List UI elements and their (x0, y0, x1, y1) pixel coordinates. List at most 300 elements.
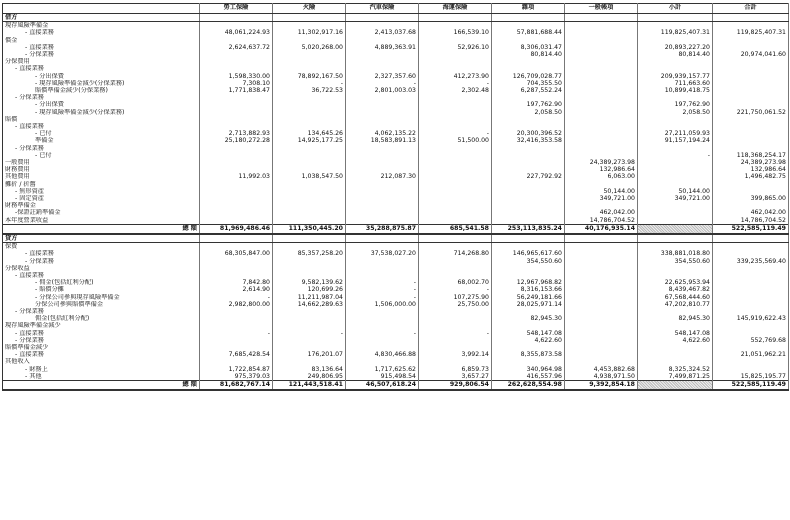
value-cell (273, 217, 346, 225)
value-cell (273, 58, 346, 65)
table-row (3, 94, 789, 101)
value-cell (346, 195, 419, 202)
value-cell (638, 272, 713, 279)
value-cell: 714,268.80 (419, 250, 492, 257)
value-cell (565, 130, 638, 137)
value-cell: 7,499,871.25 (638, 373, 713, 381)
value-cell (638, 322, 713, 329)
value-cell (492, 22, 565, 30)
table-row (3, 358, 789, 365)
value-cell (419, 265, 492, 272)
value-cell (273, 22, 346, 30)
value-cell (200, 322, 273, 329)
value-cell: - (346, 286, 419, 293)
table-row (3, 137, 789, 144)
value-cell (346, 152, 419, 159)
value-cell: 2,327,357.60 (346, 73, 419, 80)
value-cell: 80,814.40 (638, 51, 713, 58)
value-cell (273, 94, 346, 101)
value-cell: 412,273.90 (419, 73, 492, 80)
value-cell (273, 181, 346, 188)
row-label: - 分出保費 (3, 73, 200, 80)
value-cell (492, 265, 565, 272)
value-cell (565, 258, 638, 265)
row-label: 財務費用 (3, 166, 200, 173)
value-cell (565, 137, 638, 144)
value-cell (346, 308, 419, 315)
table-row (3, 373, 789, 381)
value-cell: 28,025,971.14 (492, 301, 565, 308)
table-row (3, 258, 789, 265)
row-label: - 直接業務 (3, 44, 200, 51)
table-row (3, 22, 789, 30)
value-cell (273, 65, 346, 72)
header-cell-general: 一般帳項 (565, 4, 638, 14)
row-label: 佣金(包括紅利分配) (3, 315, 200, 322)
value-cell (419, 181, 492, 188)
value-cell: 416,557.96 (492, 373, 565, 381)
value-cell: 4,062,135.22 (346, 130, 419, 137)
value-cell (492, 358, 565, 365)
table-row (3, 29, 789, 36)
value-cell (273, 202, 346, 209)
section-title: 貸方 (3, 234, 200, 243)
value-cell (565, 29, 638, 36)
value-cell: - (346, 294, 419, 301)
table-row (3, 209, 789, 216)
section-title-row (3, 234, 789, 243)
header-cell-label (3, 4, 200, 14)
value-cell (565, 308, 638, 315)
table-row (3, 286, 789, 293)
value-cell (565, 358, 638, 365)
value-cell (419, 308, 492, 315)
value-cell: - (273, 330, 346, 337)
value-cell (200, 22, 273, 30)
value-cell: 14,662,289.63 (273, 301, 346, 308)
value-cell: 6,063.00 (565, 173, 638, 180)
table-row (3, 272, 789, 279)
value-cell (200, 258, 273, 265)
value-cell (419, 109, 492, 116)
table-row (3, 265, 789, 272)
value-cell (200, 217, 273, 225)
row-label: - 直接業務 (3, 351, 200, 358)
value-cell (638, 209, 713, 216)
value-cell (273, 344, 346, 351)
value-cell: 6,287,552.24 (492, 87, 565, 94)
value-cell (713, 22, 789, 30)
value-cell: 221,750,061.52 (713, 109, 789, 116)
row-label: - 已付 (3, 130, 200, 137)
value-cell: 14,786,704.52 (713, 217, 789, 225)
value-cell (346, 358, 419, 365)
value-cell (492, 181, 565, 188)
header-cell-motor: 汽車保險 (346, 4, 419, 14)
row-label: 現存風險準備金減少 (3, 322, 200, 329)
table-row (3, 366, 789, 373)
value-cell: 2,614.90 (200, 286, 273, 293)
value-cell (565, 44, 638, 51)
row-label: - 分保業務 (3, 51, 200, 58)
value-cell: 119,825,407.31 (713, 29, 789, 36)
value-cell (346, 315, 419, 322)
total-value-cell: 121,443,518.41 (273, 380, 346, 390)
row-label: - 固定資產 (3, 195, 200, 202)
value-cell (713, 65, 789, 72)
empty-cell (638, 234, 713, 243)
empty-cell (713, 234, 789, 243)
value-cell: 166,539.10 (419, 29, 492, 36)
value-cell: - (346, 330, 419, 337)
value-cell: 4,889,363.91 (346, 44, 419, 51)
value-cell: 83,136.64 (273, 366, 346, 373)
value-cell (346, 58, 419, 65)
value-cell (713, 286, 789, 293)
value-cell (565, 351, 638, 358)
value-cell (346, 322, 419, 329)
value-cell: 462,042.00 (713, 209, 789, 216)
value-cell (200, 94, 273, 101)
empty-cell (200, 14, 273, 22)
row-label: 賠償 (3, 116, 200, 123)
value-cell (713, 308, 789, 315)
value-cell (638, 202, 713, 209)
row-label: 現存風險準備金 (3, 22, 200, 30)
value-cell (713, 301, 789, 308)
value-cell (565, 337, 638, 344)
value-cell (713, 145, 789, 152)
empty-cell (346, 234, 419, 243)
value-cell: 2,624,637.72 (200, 44, 273, 51)
value-cell: 4,453,882.68 (565, 366, 638, 373)
value-cell (419, 22, 492, 30)
shaded-cell (638, 380, 713, 390)
table-row (3, 202, 789, 209)
value-cell: 68,002.70 (419, 279, 492, 286)
value-cell (419, 337, 492, 344)
value-cell: 975,379.03 (200, 373, 273, 381)
table-row (3, 130, 789, 137)
value-cell: 22,625,953.94 (638, 279, 713, 286)
value-cell: 249,806.95 (273, 373, 346, 381)
value-cell (713, 322, 789, 329)
value-cell: 18,583,891.13 (346, 137, 419, 144)
value-cell (565, 286, 638, 293)
row-label: 本年度營業收益 (3, 217, 200, 225)
value-cell (713, 101, 789, 108)
value-cell (638, 344, 713, 351)
value-cell (346, 258, 419, 265)
total-value-cell: 35,288,875.87 (346, 224, 419, 234)
value-cell: 462,042.00 (565, 209, 638, 216)
value-cell: 80,814.40 (492, 51, 565, 58)
value-cell: 4,830,466.88 (346, 351, 419, 358)
value-cell: 349,721.00 (565, 195, 638, 202)
value-cell (638, 166, 713, 173)
value-cell (713, 123, 789, 130)
value-cell (200, 152, 273, 159)
total-value-cell: 40,176,935.14 (565, 224, 638, 234)
value-cell (346, 94, 419, 101)
value-cell (346, 202, 419, 209)
value-cell: 11,992.03 (200, 173, 273, 180)
value-cell (419, 116, 492, 123)
total-label: 總 額 (3, 224, 200, 234)
value-cell: 176,201.07 (273, 351, 346, 358)
value-cell (565, 94, 638, 101)
value-cell (419, 94, 492, 101)
row-label: - 直接業務 (3, 123, 200, 130)
value-cell: 349,721.00 (638, 195, 713, 202)
value-cell: 15,825,195.77 (713, 373, 789, 381)
value-cell (200, 101, 273, 108)
value-cell (492, 159, 565, 166)
header-cell-labor-insurance: 勞工保險 (200, 4, 273, 14)
value-cell (419, 322, 492, 329)
value-cell (713, 188, 789, 195)
value-cell (419, 65, 492, 72)
row-label: - 直接業務 (3, 272, 200, 279)
value-cell: 107,275.90 (419, 294, 492, 301)
value-cell (713, 181, 789, 188)
value-cell: 2,058.50 (492, 109, 565, 116)
value-cell (492, 145, 565, 152)
row-label: - 分保業務 (3, 308, 200, 315)
value-cell (713, 80, 789, 87)
table-row (3, 123, 789, 130)
value-cell (565, 37, 638, 44)
value-cell: 548,147.08 (492, 330, 565, 337)
value-cell (713, 37, 789, 44)
row-label: - 分保業務 (3, 94, 200, 101)
value-cell (565, 123, 638, 130)
row-label: - 直接業務 (3, 330, 200, 337)
row-label: - 佣金(包括紅利分配) (3, 279, 200, 286)
value-cell (273, 37, 346, 44)
value-cell (346, 209, 419, 216)
value-cell: 24,389,273.98 (713, 159, 789, 166)
value-cell (565, 344, 638, 351)
value-cell (638, 265, 713, 272)
value-cell (638, 58, 713, 65)
row-label: - 分保業務 (3, 258, 200, 265)
value-cell: 118,368,254.17 (713, 152, 789, 159)
empty-cell (273, 234, 346, 243)
table-row (3, 195, 789, 202)
table-row (3, 337, 789, 344)
value-cell (346, 188, 419, 195)
value-cell: 132,986.64 (565, 166, 638, 173)
value-cell (419, 195, 492, 202)
value-cell (273, 188, 346, 195)
row-label: 其他費用 (3, 173, 200, 180)
value-cell (273, 166, 346, 173)
value-cell (346, 265, 419, 272)
value-cell (419, 217, 492, 225)
value-cell (492, 37, 565, 44)
table-row (3, 80, 789, 87)
value-cell (419, 202, 492, 209)
value-cell (419, 358, 492, 365)
value-cell: 134,645.26 (273, 130, 346, 137)
row-label: 財務準備金 (3, 202, 200, 209)
value-cell (346, 109, 419, 116)
value-cell (419, 315, 492, 322)
value-cell (492, 58, 565, 65)
value-cell: 2,801,003.03 (346, 87, 419, 94)
table-row (3, 188, 789, 195)
value-cell (492, 94, 565, 101)
table-row (3, 315, 789, 322)
row-label: -保證註銷準備金 (3, 209, 200, 216)
value-cell: 11,302,917.16 (273, 29, 346, 36)
value-cell: 339,235,569.40 (713, 258, 789, 265)
value-cell: 24,389,273.98 (565, 159, 638, 166)
value-cell (565, 87, 638, 94)
table-row (3, 44, 789, 51)
table-row (3, 294, 789, 301)
table-body (3, 4, 789, 390)
value-cell (419, 258, 492, 265)
value-cell: 82,945.30 (638, 315, 713, 322)
value-cell: 354,550.60 (492, 258, 565, 265)
value-cell (565, 250, 638, 257)
table-row (3, 217, 789, 225)
value-cell (638, 351, 713, 358)
value-cell (565, 279, 638, 286)
value-cell: 21,051,962.21 (713, 351, 789, 358)
value-cell: 2,413,037.68 (346, 29, 419, 36)
value-cell: 50,144.00 (565, 188, 638, 195)
value-cell (273, 195, 346, 202)
total-row (3, 380, 789, 390)
row-label: 攤折 / 折舊 (3, 181, 200, 188)
value-cell: 91,157,194.24 (638, 137, 713, 144)
row-label: - 分出保費 (3, 101, 200, 108)
table-row (3, 51, 789, 58)
value-cell (492, 202, 565, 209)
value-cell (565, 181, 638, 188)
value-cell: 1,722,854.87 (200, 366, 273, 373)
value-cell: - (419, 130, 492, 137)
row-label: - 現存風險準備金減少(分保業務) (3, 80, 200, 87)
value-cell (713, 116, 789, 123)
value-cell (200, 166, 273, 173)
value-cell: 32,416,353.58 (492, 137, 565, 144)
value-cell (638, 145, 713, 152)
empty-cell (419, 234, 492, 243)
value-cell (492, 217, 565, 225)
value-cell (565, 109, 638, 116)
value-cell (713, 130, 789, 137)
value-cell: 6,859.73 (419, 366, 492, 373)
value-cell (492, 243, 565, 251)
row-label: - 分保業務 (3, 145, 200, 152)
value-cell (419, 188, 492, 195)
value-cell: 7,308.10 (200, 80, 273, 87)
value-cell: 52,926.10 (419, 44, 492, 51)
row-label: - 直接業務 (3, 250, 200, 257)
value-cell (713, 73, 789, 80)
empty-cell (273, 14, 346, 22)
value-cell (273, 159, 346, 166)
value-cell (492, 322, 565, 329)
value-cell: 1,038,547.50 (273, 173, 346, 180)
table-row (3, 37, 789, 44)
value-cell (419, 152, 492, 159)
value-cell: 197,762.90 (638, 101, 713, 108)
value-cell (346, 217, 419, 225)
value-cell: 146,965,617.60 (492, 250, 565, 257)
value-cell: 4,938,971.50 (565, 373, 638, 381)
value-cell (565, 51, 638, 58)
table-row (3, 301, 789, 308)
value-cell (273, 51, 346, 58)
value-cell (200, 188, 273, 195)
value-cell: - (419, 286, 492, 293)
empty-cell (638, 14, 713, 22)
value-cell (200, 116, 273, 123)
value-cell: 552,769.68 (713, 337, 789, 344)
value-cell (419, 123, 492, 130)
value-cell (419, 243, 492, 251)
header-cell-subtotal: 小計 (638, 4, 713, 14)
value-cell (346, 272, 419, 279)
empty-cell (200, 234, 273, 243)
value-cell (492, 209, 565, 216)
value-cell (273, 322, 346, 329)
value-cell (200, 272, 273, 279)
header-cell-marine: 海運保險 (419, 4, 492, 14)
value-cell (200, 195, 273, 202)
value-cell: 8,439,467.82 (638, 286, 713, 293)
value-cell: 48,061,224.93 (200, 29, 273, 36)
row-label: - 現存風險準備金減少(分保業務) (3, 109, 200, 116)
row-label: - 分保公司參與現存風險準備金 (3, 294, 200, 301)
value-cell (492, 272, 565, 279)
row-label: - 直接業務 (3, 29, 200, 36)
value-cell (565, 202, 638, 209)
value-cell: 7,685,428.54 (200, 351, 273, 358)
table-row (3, 250, 789, 257)
value-cell: 2,982,800.00 (200, 301, 273, 308)
total-value-cell: 111,350,445.20 (273, 224, 346, 234)
value-cell (638, 358, 713, 365)
value-cell (713, 44, 789, 51)
value-cell (346, 22, 419, 30)
total-value-cell: 81,969,486.46 (200, 224, 273, 234)
value-cell (273, 258, 346, 265)
table-row (3, 279, 789, 286)
value-cell: 67,568,444.60 (638, 294, 713, 301)
value-cell (565, 301, 638, 308)
value-cell (638, 37, 713, 44)
value-cell: 56,249,181.66 (492, 294, 565, 301)
value-cell (346, 37, 419, 44)
table-row (3, 159, 789, 166)
value-cell (200, 344, 273, 351)
value-cell (346, 145, 419, 152)
value-cell (419, 58, 492, 65)
value-cell (200, 58, 273, 65)
row-label: 分保費用 (3, 58, 200, 65)
value-cell: 11,211,987.04 (273, 294, 346, 301)
value-cell (273, 101, 346, 108)
total-value-cell: 929,806.54 (419, 380, 492, 390)
value-cell (346, 101, 419, 108)
value-cell (565, 322, 638, 329)
